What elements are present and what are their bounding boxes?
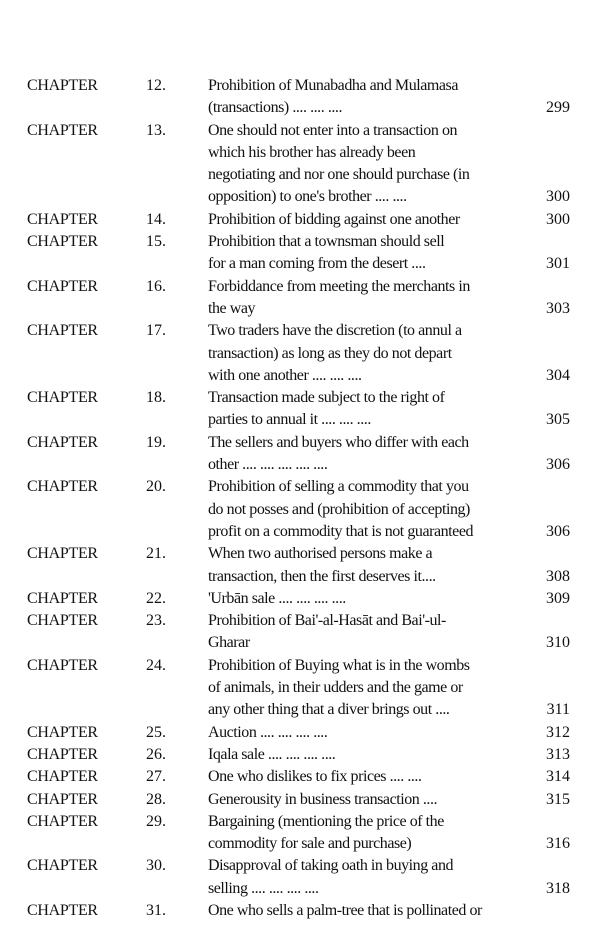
chapter-title-line: 'Urbān sale .... .... .... ....	[208, 589, 346, 607]
chapter-number: 27.	[146, 768, 166, 786]
chapter-title-line: Prohibition of Munabadha and Mulamasa	[208, 77, 458, 94]
toc-entry	[0, 900, 600, 922]
chapter-title	[208, 855, 542, 900]
chapter-number: 31.	[146, 901, 166, 919]
page-number: 314	[546, 768, 570, 786]
chapter-title	[208, 543, 542, 588]
chapter-title-line: other .... .... .... .... ....	[208, 456, 328, 474]
toc-entry	[0, 120, 600, 209]
table-of-contents	[0, 75, 600, 922]
toc-entry	[0, 744, 600, 766]
chapter-title	[208, 811, 542, 856]
chapter-title-line: negotiating and nor one should purchase (in	[208, 166, 470, 184]
chapter-title	[208, 744, 542, 766]
chapter-title	[208, 476, 542, 543]
chapter-title	[208, 120, 542, 209]
chapter-label: CHAPTER	[27, 478, 98, 496]
toc-entry	[0, 855, 600, 900]
chapter-number: 21.	[146, 545, 166, 563]
chapter-title-line: transaction, then the first deserves it....	[208, 567, 436, 585]
page-number: 303	[546, 299, 570, 317]
chapter-title	[208, 588, 542, 610]
chapter-number: 14.	[146, 210, 166, 228]
chapter-title-line: any other thing that a diver brings out ....	[208, 701, 450, 719]
chapter-label: CHAPTER	[27, 656, 98, 674]
chapter-title-line: of animals, in their udders and the game or	[208, 679, 463, 697]
page-number: 311	[546, 701, 570, 719]
chapter-title-line: Bargaining (mentioning the price of the	[208, 812, 444, 830]
page-number: 304	[546, 366, 570, 384]
page-number: 308	[546, 567, 570, 585]
chapter-title	[208, 387, 542, 432]
chapter-title-line: One who sells a palm-tree that is pollinated or	[208, 901, 482, 919]
chapter-number: 12.	[146, 77, 166, 94]
chapter-title	[208, 276, 542, 321]
chapter-label: CHAPTER	[27, 723, 98, 741]
chapter-title	[208, 320, 542, 387]
chapter-title-line: selling .... .... .... ....	[208, 879, 319, 897]
page-number: 301	[546, 255, 570, 273]
chapter-number: 18.	[146, 389, 166, 407]
chapter-number: 28.	[146, 790, 166, 808]
chapter-label: CHAPTER	[27, 277, 98, 295]
chapter-title-line: Forbiddance from meeting the merchants in	[208, 277, 470, 295]
chapter-title-line: The sellers and buyers who differ with each	[208, 433, 469, 451]
chapter-label: CHAPTER	[27, 322, 98, 340]
chapter-label: CHAPTER	[27, 389, 98, 407]
chapter-title-line: Prohibition of Buying what is in the wombs	[208, 656, 470, 674]
chapter-title-line: with one another .... .... ....	[208, 366, 362, 384]
chapter-title-line: parties to annual it .... .... ....	[208, 411, 371, 429]
chapter-title	[208, 655, 542, 722]
chapter-number: 23.	[146, 612, 166, 630]
toc-entry	[0, 610, 600, 655]
chapter-title	[208, 722, 542, 744]
page-number: 306	[546, 456, 570, 474]
toc-entry	[0, 588, 600, 610]
chapter-label: CHAPTER	[27, 857, 98, 875]
page-number: 300	[546, 210, 570, 228]
chapter-title-line: do not posses and (prohibition of accepting)	[208, 500, 470, 518]
chapter-title-line: Auction .... .... .... ....	[208, 723, 328, 741]
chapter-title-line: transaction) as long as they do not depart	[208, 344, 452, 362]
chapter-title-line: Iqala sale .... .... .... ....	[208, 745, 336, 763]
toc-entry	[0, 320, 600, 387]
chapter-title	[208, 766, 542, 788]
page-number: 318	[546, 879, 570, 897]
chapter-title-line: opposition) to one's brother .... ....	[208, 188, 407, 206]
toc-entry	[0, 387, 600, 432]
chapter-title	[208, 209, 542, 231]
chapter-title-line: Two traders have the discretion (to annul a	[208, 322, 462, 340]
toc-entry	[0, 432, 600, 477]
chapter-number: 30.	[146, 857, 166, 875]
chapter-title-line: (transactions) .... .... ....	[208, 99, 343, 117]
chapter-title	[208, 900, 542, 922]
chapter-label: CHAPTER	[27, 790, 98, 808]
chapter-label: CHAPTER	[27, 745, 98, 763]
toc-entry	[0, 655, 600, 722]
page-number: 306	[546, 522, 570, 540]
chapter-title-line: which his brother has already been	[208, 143, 416, 161]
chapter-number: 16.	[146, 277, 166, 295]
chapter-title-line: Prohibition of bidding against one another	[208, 210, 460, 228]
chapter-label: CHAPTER	[27, 612, 98, 630]
chapter-label: CHAPTER	[27, 812, 98, 830]
toc-entry	[0, 75, 600, 120]
chapter-title-line: When two authorised persons make a	[208, 545, 433, 563]
page-number: 313	[546, 745, 570, 763]
chapter-title-line: Transaction made subject to the right of	[208, 389, 445, 407]
toc-entry	[0, 276, 600, 321]
chapter-number: 13.	[146, 121, 166, 139]
chapter-label: CHAPTER	[27, 433, 98, 451]
chapter-number: 25.	[146, 723, 166, 741]
chapter-title-line: One should not enter into a transaction on	[208, 121, 458, 139]
chapter-title	[208, 75, 542, 120]
chapter-title-line: Prohibition of selling a commodity that you	[208, 478, 469, 496]
chapter-number: 22.	[146, 589, 166, 607]
chapter-title-line: Prohibition of Bai'-al-Hasāt and Bai'-ul-	[208, 612, 446, 630]
toc-entry	[0, 789, 600, 811]
chapter-number: 17.	[146, 322, 166, 340]
chapter-title-line: Gharar	[208, 634, 250, 652]
chapter-number: 29.	[146, 812, 166, 830]
chapter-number: 15.	[146, 233, 166, 251]
chapter-title-line: profit on a commodity that is not guaranteed	[208, 522, 474, 540]
chapter-label: CHAPTER	[27, 545, 98, 563]
chapter-label: CHAPTER	[27, 768, 98, 786]
chapter-title-line: Disapproval of taking oath in buying and	[208, 857, 454, 875]
chapter-label: CHAPTER	[27, 233, 98, 251]
toc-entry	[0, 766, 600, 788]
page-number: 310	[546, 634, 570, 652]
chapter-label: CHAPTER	[27, 77, 98, 94]
chapter-title	[208, 432, 542, 477]
chapter-title-line: commodity for sale and purchase)	[208, 835, 412, 853]
toc-entry	[0, 231, 600, 276]
chapter-title-line: Prohibition that a townsman should sell	[208, 233, 445, 251]
chapter-title	[208, 610, 542, 655]
toc-entry	[0, 209, 600, 231]
page-number: 315	[546, 790, 570, 808]
toc-entry	[0, 722, 600, 744]
chapter-label: CHAPTER	[27, 121, 98, 139]
page-number: 300	[546, 188, 570, 206]
chapter-label: CHAPTER	[27, 210, 98, 228]
chapter-title	[208, 789, 542, 811]
chapter-title-line: for a man coming from the desert ....	[208, 255, 426, 273]
chapter-number: 24.	[146, 656, 166, 674]
page-number: 305	[546, 411, 570, 429]
chapter-number: 19.	[146, 433, 166, 451]
page-number: 312	[546, 723, 570, 741]
toc-entry	[0, 811, 600, 856]
chapter-title	[208, 231, 542, 276]
chapter-number: 26.	[146, 745, 166, 763]
chapter-title-line: the way	[208, 299, 256, 317]
page-number: 309	[546, 589, 570, 607]
chapter-title-line: One who dislikes to fix prices .... ....	[208, 768, 422, 786]
chapter-label: CHAPTER	[27, 589, 98, 607]
chapter-title-line: Generousity in business transaction ....	[208, 790, 438, 808]
page-number: 316	[546, 835, 570, 853]
toc-entry	[0, 543, 600, 588]
chapter-number: 20.	[146, 478, 166, 496]
chapter-label: CHAPTER	[27, 901, 98, 919]
toc-entry	[0, 476, 600, 543]
page-number: 299	[546, 99, 570, 117]
